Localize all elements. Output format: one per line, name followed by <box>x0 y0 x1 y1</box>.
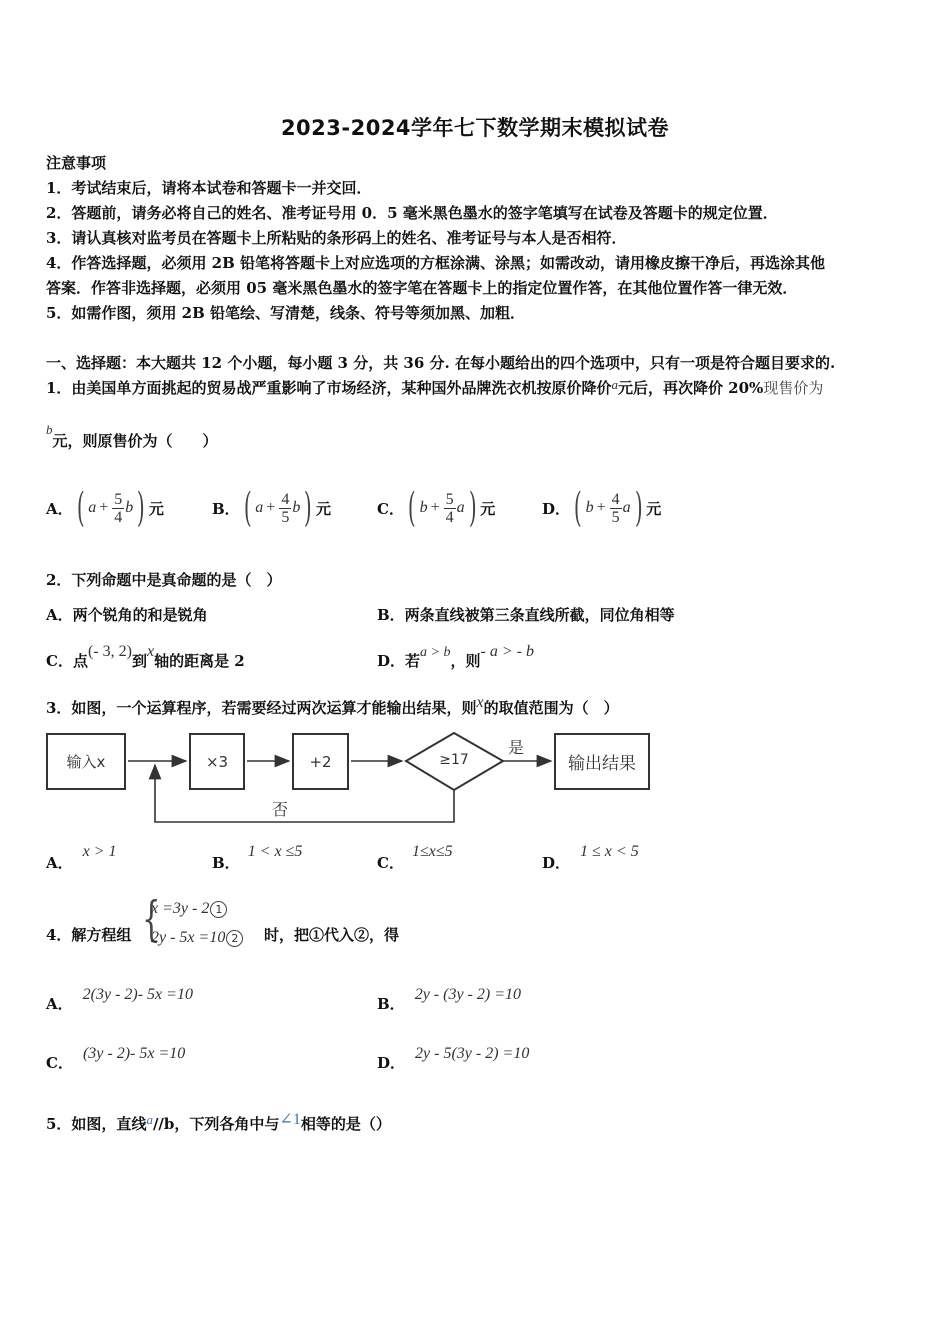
notice-item: 3．请认真核对监考员在答题卡上所粘贴的条形码上的姓名、准考证号与本人是否相符． <box>46 229 627 247</box>
system-brace: { <box>142 891 161 947</box>
question-4-stem-b: 时，把①代入②，得 <box>264 926 400 944</box>
flow-output-box: 输出结果 <box>554 733 650 790</box>
q4-option-d[interactable]: D．2y - 5(3y - 2) =10 <box>377 1045 530 1072</box>
q3-option-c[interactable]: C．1≤x≤5 <box>377 843 453 872</box>
q1-text-2: 元后，再次降价 20% <box>617 379 764 397</box>
question-5-stem: 5．如图，直线a//b，下列各角中与∠1相等的是（） <box>46 1111 391 1133</box>
q1-text-4: 元，则原售价为（ ） <box>52 432 218 450</box>
flow-no-label: 否 <box>272 800 289 819</box>
q2-option-d[interactable]: D．若a > b，则- a > - b <box>377 643 534 670</box>
q4-option-a[interactable]: A．2(3y - 2)- 5x =10 <box>46 986 193 1013</box>
q1-text-3: 现售价为 <box>763 379 824 397</box>
q2-option-a[interactable]: A．两个锐角的和是锐角 <box>46 606 208 624</box>
q1-var-b: b <box>46 422 53 437</box>
flow-multiply-box: ×3 <box>189 733 245 790</box>
q1-text-1: 1．由美国单方面挑起的贸易战严重影响了市场经济，某种国外品牌洗衣机按原价降价 <box>46 379 612 397</box>
q4-option-c[interactable]: C．(3y - 2)- 5x =10 <box>46 1045 186 1072</box>
q4-option-b[interactable]: B．2y - (3y - 2) =10 <box>377 986 521 1013</box>
question-4-stem-a: 4．解方程组 <box>46 926 132 944</box>
q4-equation-1: x =3y - 2 1 <box>151 900 227 918</box>
flow-yes-label: 是 <box>508 738 525 757</box>
q1-option-b[interactable]: B． ( a + $\frac{4}{5}$ b ) 元 <box>212 485 331 531</box>
q1-option-a[interactable]: A． ( a + $\frac{5}{4}$ b ) 元 <box>46 485 164 531</box>
q3-option-d[interactable]: D．1 ≤ x < 5 <box>542 843 639 872</box>
page-title: 2023-2024学年七下数学期末模拟试卷 <box>280 116 670 140</box>
notice-item: 4．作答选择题，必须用 2B 铅笔将答题卡上对应选项的方框涂满、涂黑；如需改动，请用橡皮擦干净后，再选涂其他 <box>46 254 826 272</box>
q1-option-c[interactable]: C． ( b + $\frac{5}{4}$ a ) 元 <box>377 485 496 531</box>
q3-option-b[interactable]: B．1 < x ≤5 <box>212 843 303 872</box>
flow-input-box: 输入x <box>46 733 126 790</box>
q2-option-c[interactable]: C．点(- 3, 2)到x轴的距离是 2 <box>46 643 245 670</box>
question-3-stem: 3．如图，一个运算程序，若需要经过两次运算才能输出结果，则x的取值范围为（ ） <box>46 694 619 717</box>
notice-item: 5．如需作图，须用 2B 铅笔绘、写清楚，线条、符号等须加黑、加粗． <box>46 304 525 322</box>
question-2-stem: 2．下列命题中是真命题的是（ ） <box>46 571 282 589</box>
q1-var-a: a <box>611 377 618 392</box>
flow-add-box: +2 <box>292 733 349 790</box>
notice-item: 1．考试结束后，请将本试卷和答题卡一并交回． <box>46 179 372 197</box>
notice-heading: 注意事项 <box>46 154 107 172</box>
q1-option-d[interactable]: D． ( b + $\frac{4}{5}$ a ) 元 <box>542 485 662 531</box>
q3-option-a[interactable]: A．x > 1 <box>46 843 117 872</box>
notice-item: 2．答题前，请务必将自己的姓名、准考证号用 0．5 毫米黑色墨水的签字笔填写在试卷及答题卡的规定位置． <box>46 204 778 222</box>
flow-condition-label: ≥17 <box>439 752 469 768</box>
section-heading: 一、选择题：本大题共 12 个小题，每小题 3 分，共 36 分. 在每小题给出的四个选项中，只有一项是符合题目要求的. <box>46 354 836 372</box>
q2-option-b[interactable]: B．两条直线被第三条直线所截，同位角相等 <box>377 606 675 624</box>
q4-equation-2: 2y - 5x =10 2 <box>151 929 243 947</box>
notice-item: 答案．作答非选择题，必须用 05 毫米黑色墨水的签字笔在答题卡上的指定位置作答，在其他位置作答一律无效． <box>46 279 798 297</box>
